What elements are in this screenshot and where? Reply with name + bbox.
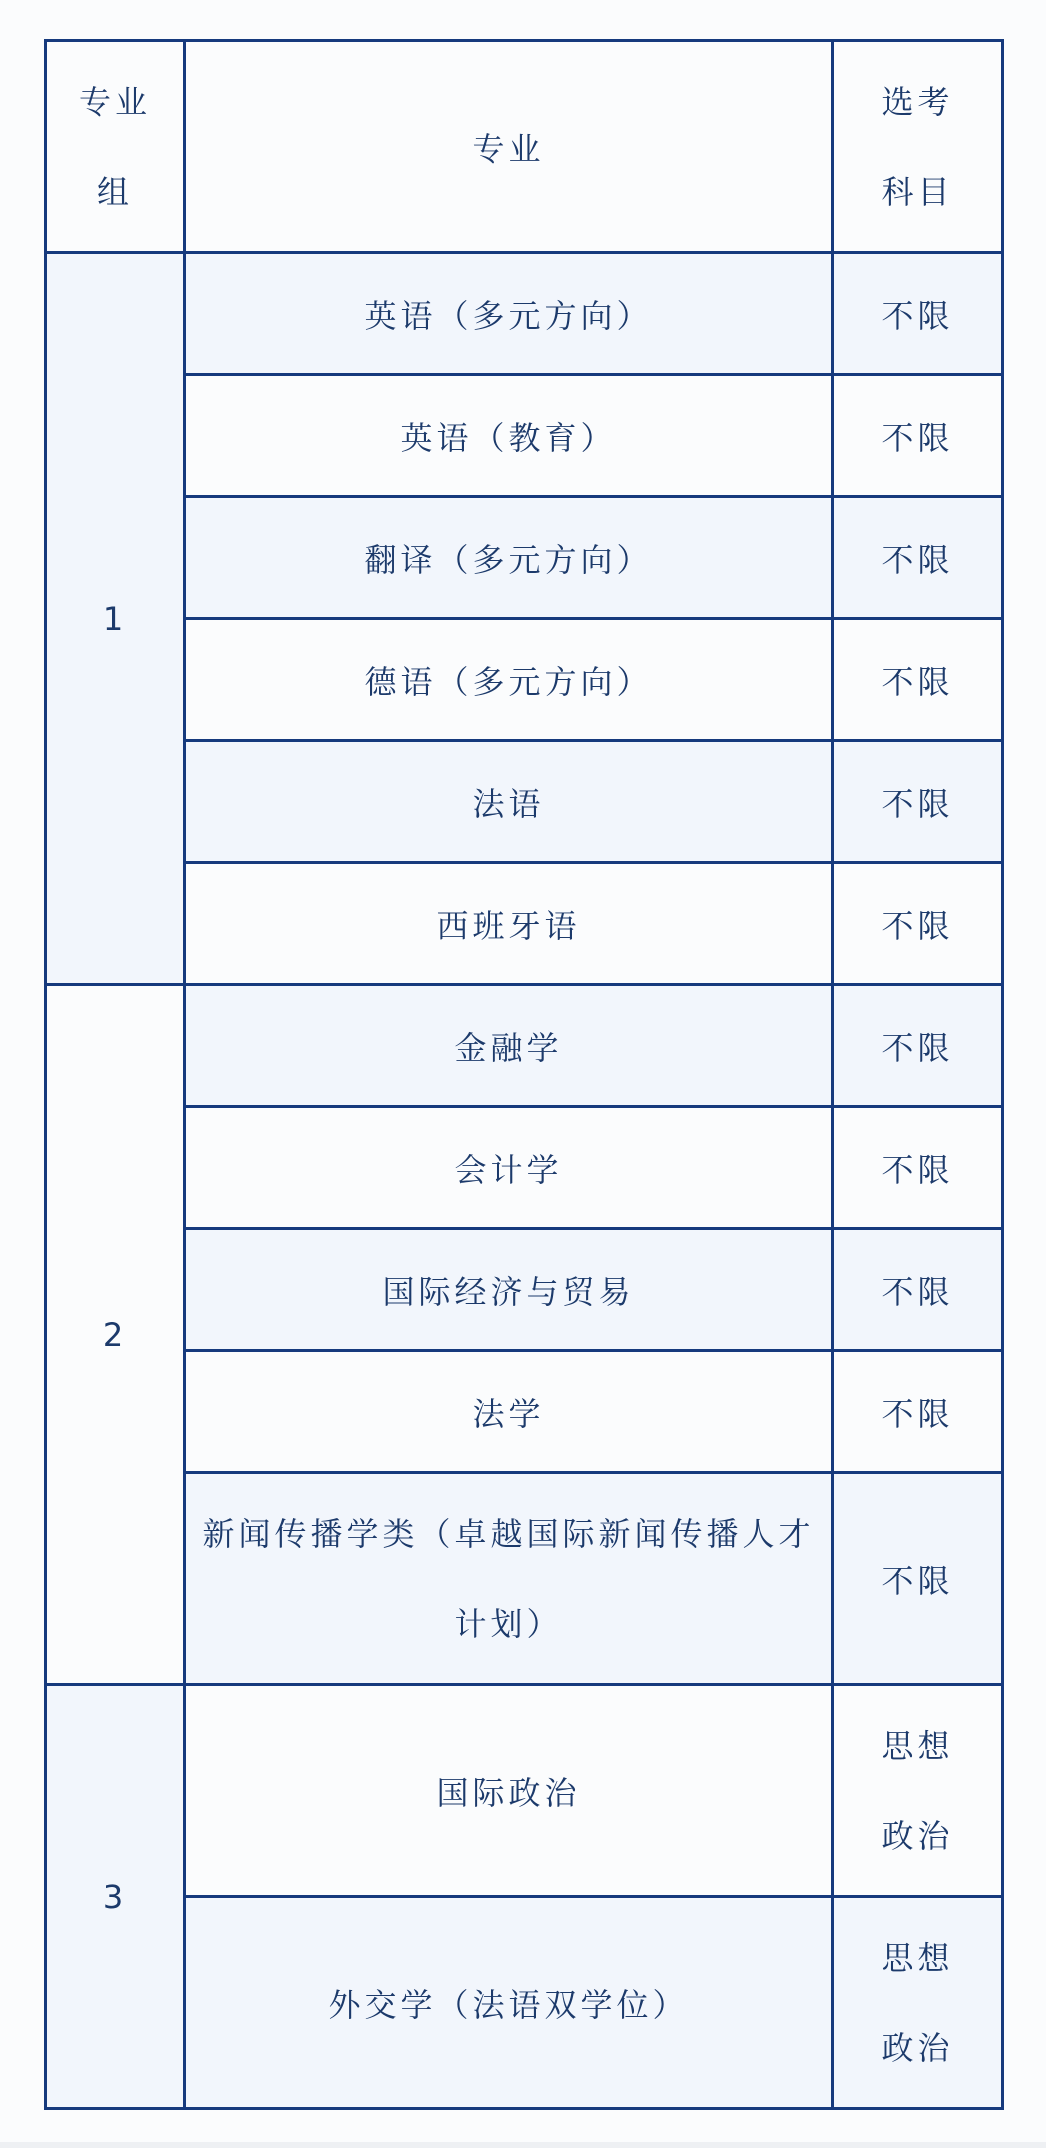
majors-table: [44, 39, 1004, 2110]
table-row: [46, 375, 1003, 497]
subject-cell: 不限: [833, 497, 1003, 619]
major-cell: 国际经济与贸易: [185, 1229, 833, 1351]
table-row: [46, 863, 1003, 985]
subject-cell: 不限: [833, 1107, 1003, 1229]
table-row: [46, 253, 1003, 375]
header-group: [46, 41, 185, 253]
group-label: 3: [46, 1685, 185, 2109]
major-cell: 外交学（法语双学位）: [185, 1897, 833, 2109]
major-cell: 新闻传播学类（卓越国际新闻传播人才计划）: [185, 1473, 833, 1685]
major-cell: 国际政治: [185, 1685, 833, 1897]
table-row: [46, 619, 1003, 741]
header-major: 专业: [185, 41, 833, 253]
subject-cell: 不限: [833, 253, 1003, 375]
header-subject: [833, 41, 1003, 253]
subject-cell: [833, 1897, 1003, 2109]
major-cell: 法学: [185, 1351, 833, 1473]
table-row: [46, 741, 1003, 863]
subject-cell: 不限: [833, 619, 1003, 741]
bottom-divider: [0, 2142, 1046, 2148]
table-header-row: [46, 41, 1003, 253]
major-cell: 法语: [185, 741, 833, 863]
group-label: 1: [46, 253, 185, 985]
subject-line1: 思想: [881, 1938, 954, 1977]
major-cell: 英语（教育）: [185, 375, 833, 497]
subject-cell: 不限: [833, 863, 1003, 985]
subject-line1: 思想: [881, 1726, 954, 1765]
major-cell: 翻译（多元方向）: [185, 497, 833, 619]
subject-cell: 不限: [833, 741, 1003, 863]
subject-cell: [833, 1685, 1003, 1897]
subject-line2: 政治: [881, 1816, 954, 1855]
header-subject-line2: 科目: [881, 172, 954, 211]
subject-cell: 不限: [833, 1229, 1003, 1351]
subject-cell: 不限: [833, 375, 1003, 497]
major-cell: 会计学: [185, 1107, 833, 1229]
subject-line2: 政治: [881, 2028, 954, 2067]
table-row: [46, 497, 1003, 619]
major-cell: 德语（多元方向）: [185, 619, 833, 741]
subject-cell: 不限: [833, 1351, 1003, 1473]
table-row: [46, 985, 1003, 1107]
major-cell: 金融学: [185, 985, 833, 1107]
table-row: [46, 1107, 1003, 1229]
header-group-line1: 专业: [78, 82, 151, 121]
header-subject-line1: 选考: [881, 82, 954, 121]
major-cell: 西班牙语: [185, 863, 833, 985]
table-row: [46, 1473, 1003, 1685]
table-row: [46, 1897, 1003, 2109]
header-group-line2: 组: [96, 172, 133, 211]
table-row: [46, 1229, 1003, 1351]
major-cell: 英语（多元方向）: [185, 253, 833, 375]
subject-cell: 不限: [833, 1473, 1003, 1685]
table-row: [46, 1351, 1003, 1473]
subject-cell: 不限: [833, 985, 1003, 1107]
group-label: 2: [46, 985, 185, 1685]
table-row: [46, 1685, 1003, 1897]
